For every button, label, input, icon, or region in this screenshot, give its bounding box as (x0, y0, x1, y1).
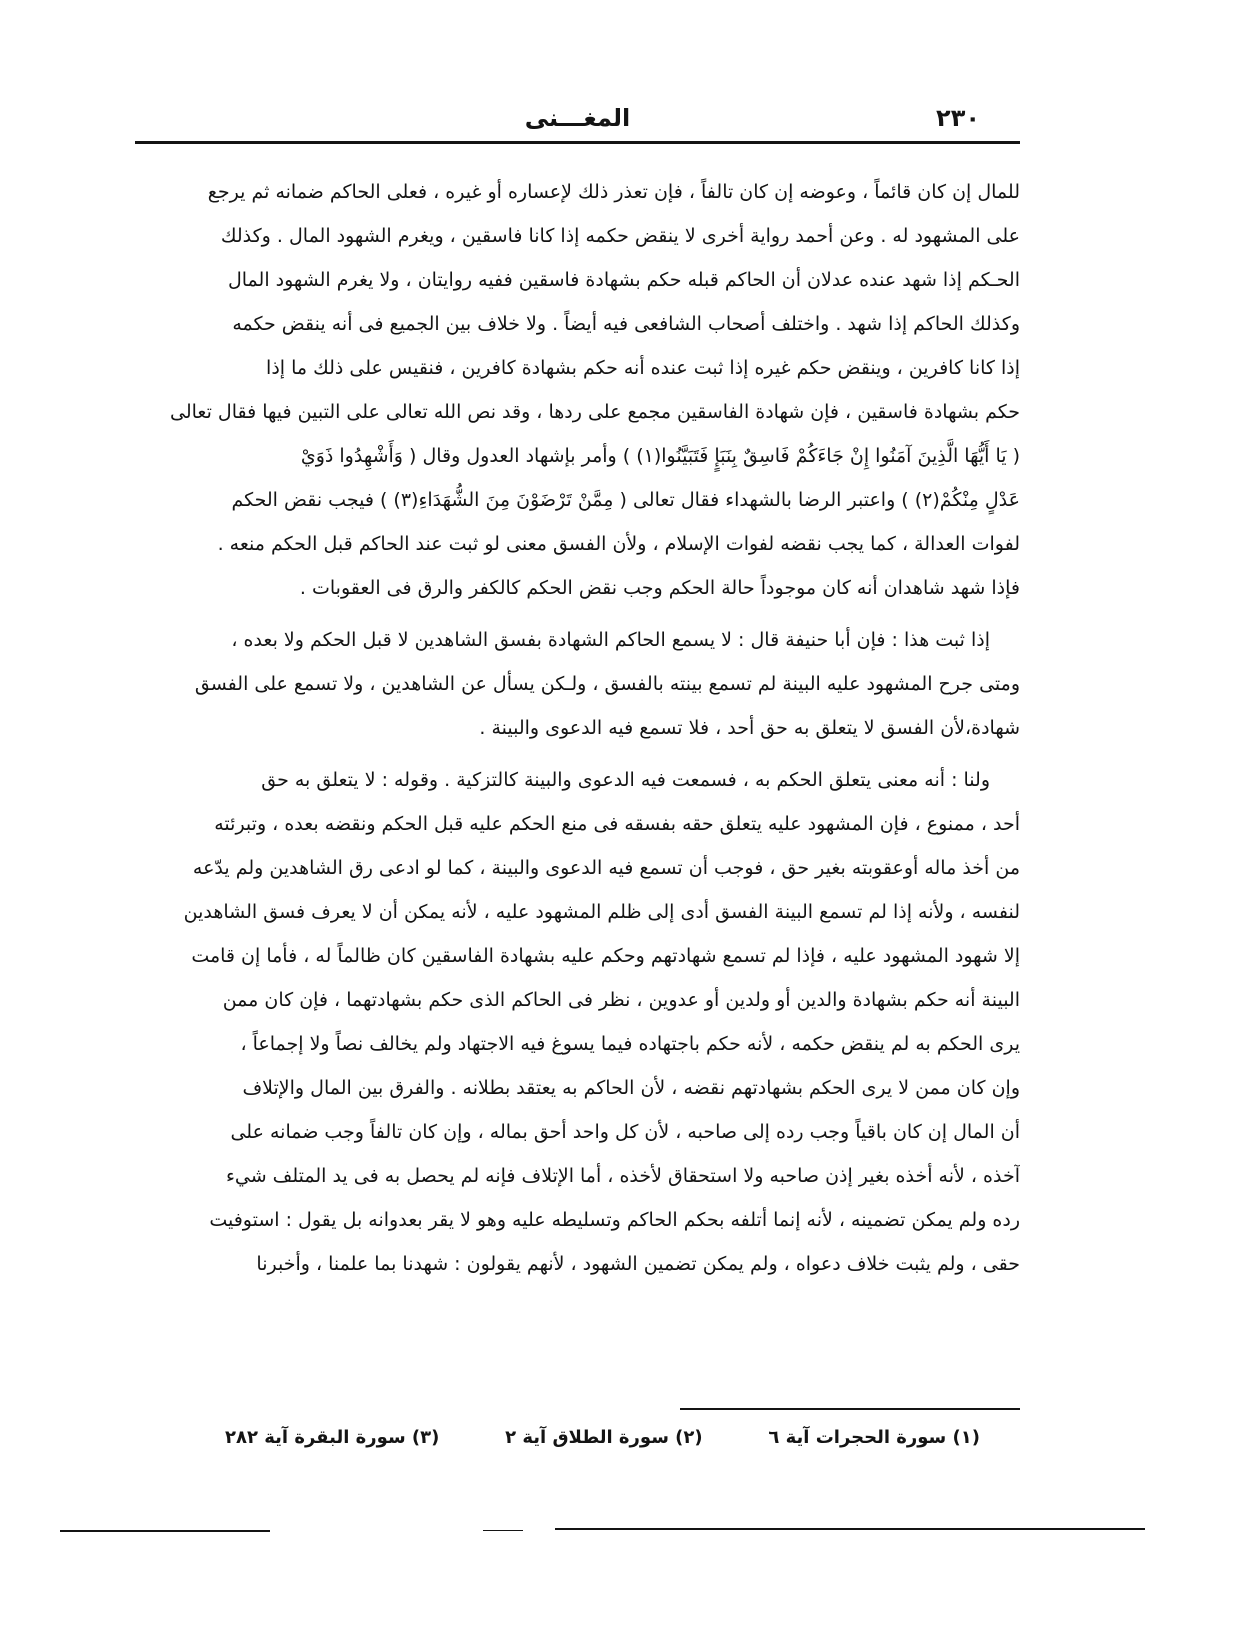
text-line: عَدْلٍ مِنْكُمْ(٢) ) واعتبر الرضا بالشهداء فقال تعالى ( مِمَّنْ تَرْضَوْنَ مِنَ الشُّهَدَاءِ(٣) ) فيجب نقض الحكم (231, 489, 1020, 511)
text-line: حقى ، ولم يثبت خلاف دعواه ، ولم يمكن تضمين الشهود ، لأنهم يقولون : شهدنا بما علمنا ، وأخبرنا (256, 1253, 1020, 1275)
text-line: شهادة،لأن الفسق لا يتعلق به حق أحد ، فلا تسمع فيه الدعوى والبينة . (479, 717, 1020, 739)
main-text (135, 170, 1020, 1286)
text-line: لفوات العدالة ، كما يجب نقضه لفوات الإسلام ، ولأن الفسق معنى لو ثبت عند الحاكم قبل الحكم منعه . (217, 533, 1020, 555)
text-line: يرى الحكم به لم ينقض حكمه ، لأنه حكم باجتهاده فيما يسوغ فيه الاجتهاد ولم يخالف نصاً ولا إجماعاً ، (240, 1033, 1020, 1055)
text-line: ومتى جرح المشهود عليه البينة لم تسمع بينته بالفسق ، ولـكن يسأل عن الشاهدين ، ولا تسمع على الفسق (194, 673, 1020, 695)
bottom-rule-right (555, 1528, 1145, 1530)
text-line: لنفسه ، ولأنه إذا لم تسمع البينة الفسق أدى إلى ظلم المشهود عليه ، لأنه يمكن أن لا يعرف فسق الشاهدين (183, 901, 1020, 923)
page-number: ٢٣٠ (936, 104, 980, 132)
text-line: ( يَا أَيُّهَا الَّذِينَ آمَنُوا إِنْ جَاءَكُمْ فَاسِقٌ بِنَبَإٍ فَتَبَيَّنُوا(١) ) وأمر بإشهاد العدول وقال ( وَأَشْهِدُوا ذَوَيْ (300, 445, 1020, 467)
text-line: للمال إن كان قائماً ، وعوضه إن كان تالفاً ، فإن تعذر ذلك لإعساره أو غيره ، فعلى الحاكم ضمانه ثم يرجع (207, 181, 1020, 203)
text-line: البينة أنه حكم بشهادة والدين أو ولدين أو عدوين ، نظر فى الحاكم الذى حكم بشهادتهما ، فإن كان ممن (222, 989, 1020, 1011)
footnotes (225, 1418, 980, 1458)
text-line: وكذلك الحاكم إذا شهد . واختلف أصحاب الشافعى فيه أيضاً . ولا خلاف بين الجميع فى أنه ينقض حكمه (232, 313, 1020, 335)
text-line: إذا ثبت هذا : فإن أبا حنيفة قال : لا يسمع الحاكم الشهادة بفسق الشاهدين لا قبل الحكم ولا بعده ، (231, 629, 990, 651)
text-line: ولنا : أنه معنى يتعلق الحكم به ، فسمعت فيه الدعوى والبينة كالتزكية . وقوله : لا يتعلق به حق (261, 769, 990, 791)
bottom-rule-middle (483, 1530, 523, 1531)
text-line: رده ولم يمكن تضمينه ، لأنه إنما أتلفه بحكم الحاكم وتسليطه عليه وهو لا يقر بعدوانه بل يقول : استوفيت (209, 1209, 1020, 1231)
text-line: آخذه ، لأنه أخذه بغير إذن صاحبه ولا استحقاق لأخذه ، أما الإتلاف فإنه لم يحصل به فى يد المتلف شيء (225, 1165, 1020, 1187)
page-title: المغـــنى (524, 104, 631, 132)
footnote-3: (٣) سورة البقرة آية ٢٨٢ (225, 1427, 440, 1448)
text-line: فإذا شهد شاهدان أنه كان موجوداً حالة الحكم وجب نقض الحكم كالكفر والرق فى العقوبات . (299, 577, 1020, 599)
bottom-rule-left (60, 1530, 270, 1532)
text-line: على المشهود له . وعن أحمد رواية أخرى لا ينقض حكمه إذا كانا فاسقين ، ويغرم الشهود المال . وكذلك (220, 225, 1020, 247)
text-line: الحـكم إذا شهد عنده عدلان أن الحاكم قبله حكم بشهادة فاسقين ففيه روايتان ، ولا يغرم الشهود المال (227, 269, 1020, 291)
text-line: وإن كان ممن لا يرى الحكم بشهادتهم نقضه ، لأن الحاكم به يعتقد بطلانه . والفرق بين المال والإتلاف (242, 1077, 1020, 1099)
footnote-2: (٢) سورة الطلاق آية ٢ (505, 1427, 703, 1448)
text-line: إذا كانا كافرين ، وينقض حكم غيره إذا ثبت عنده أنه حكم بشهادة كافرين ، فنقيس على ذلك ما إذا (266, 357, 1020, 379)
text-line: أحد ، ممنوع ، فإن المشهود عليه يتعلق حقه بفسقه فى منع الحكم عليه قبل الحكم ونقضه بعده ، وتبرئته (214, 813, 1020, 835)
text-line: إلا شهود المشهود عليه ، فإذا لم تسمع شهادتهم وحكم عليه بشهادة الفاسقين كان ظالماً له ، فأما إن قامت (191, 945, 1020, 967)
text-line: أن المال إن كان باقياً وجب رده إلى صاحبه ، لأن كل واحد أحق بماله ، وإن كان تالفاً وجب ضمانه على (230, 1121, 1020, 1143)
text-line: حكم بشهادة فاسقين ، فإن شهادة الفاسقين مجمع على ردها ، وقد نص الله تعالى على التبين فيها فقال تعالى (170, 401, 1020, 423)
footnote-1: (١) سورة الحجرات آية ٦ (768, 1427, 980, 1448)
page-header (135, 96, 1020, 144)
footnote-separator (680, 1408, 1020, 1410)
header-rule (135, 141, 1020, 144)
text-line: من أخذ ماله أوعقوبته بغير حق ، فوجب أن تسمع فيه الدعوى والبينة ، كما لو ادعى رق الشاهدين ولم يدّعه (192, 857, 1020, 879)
